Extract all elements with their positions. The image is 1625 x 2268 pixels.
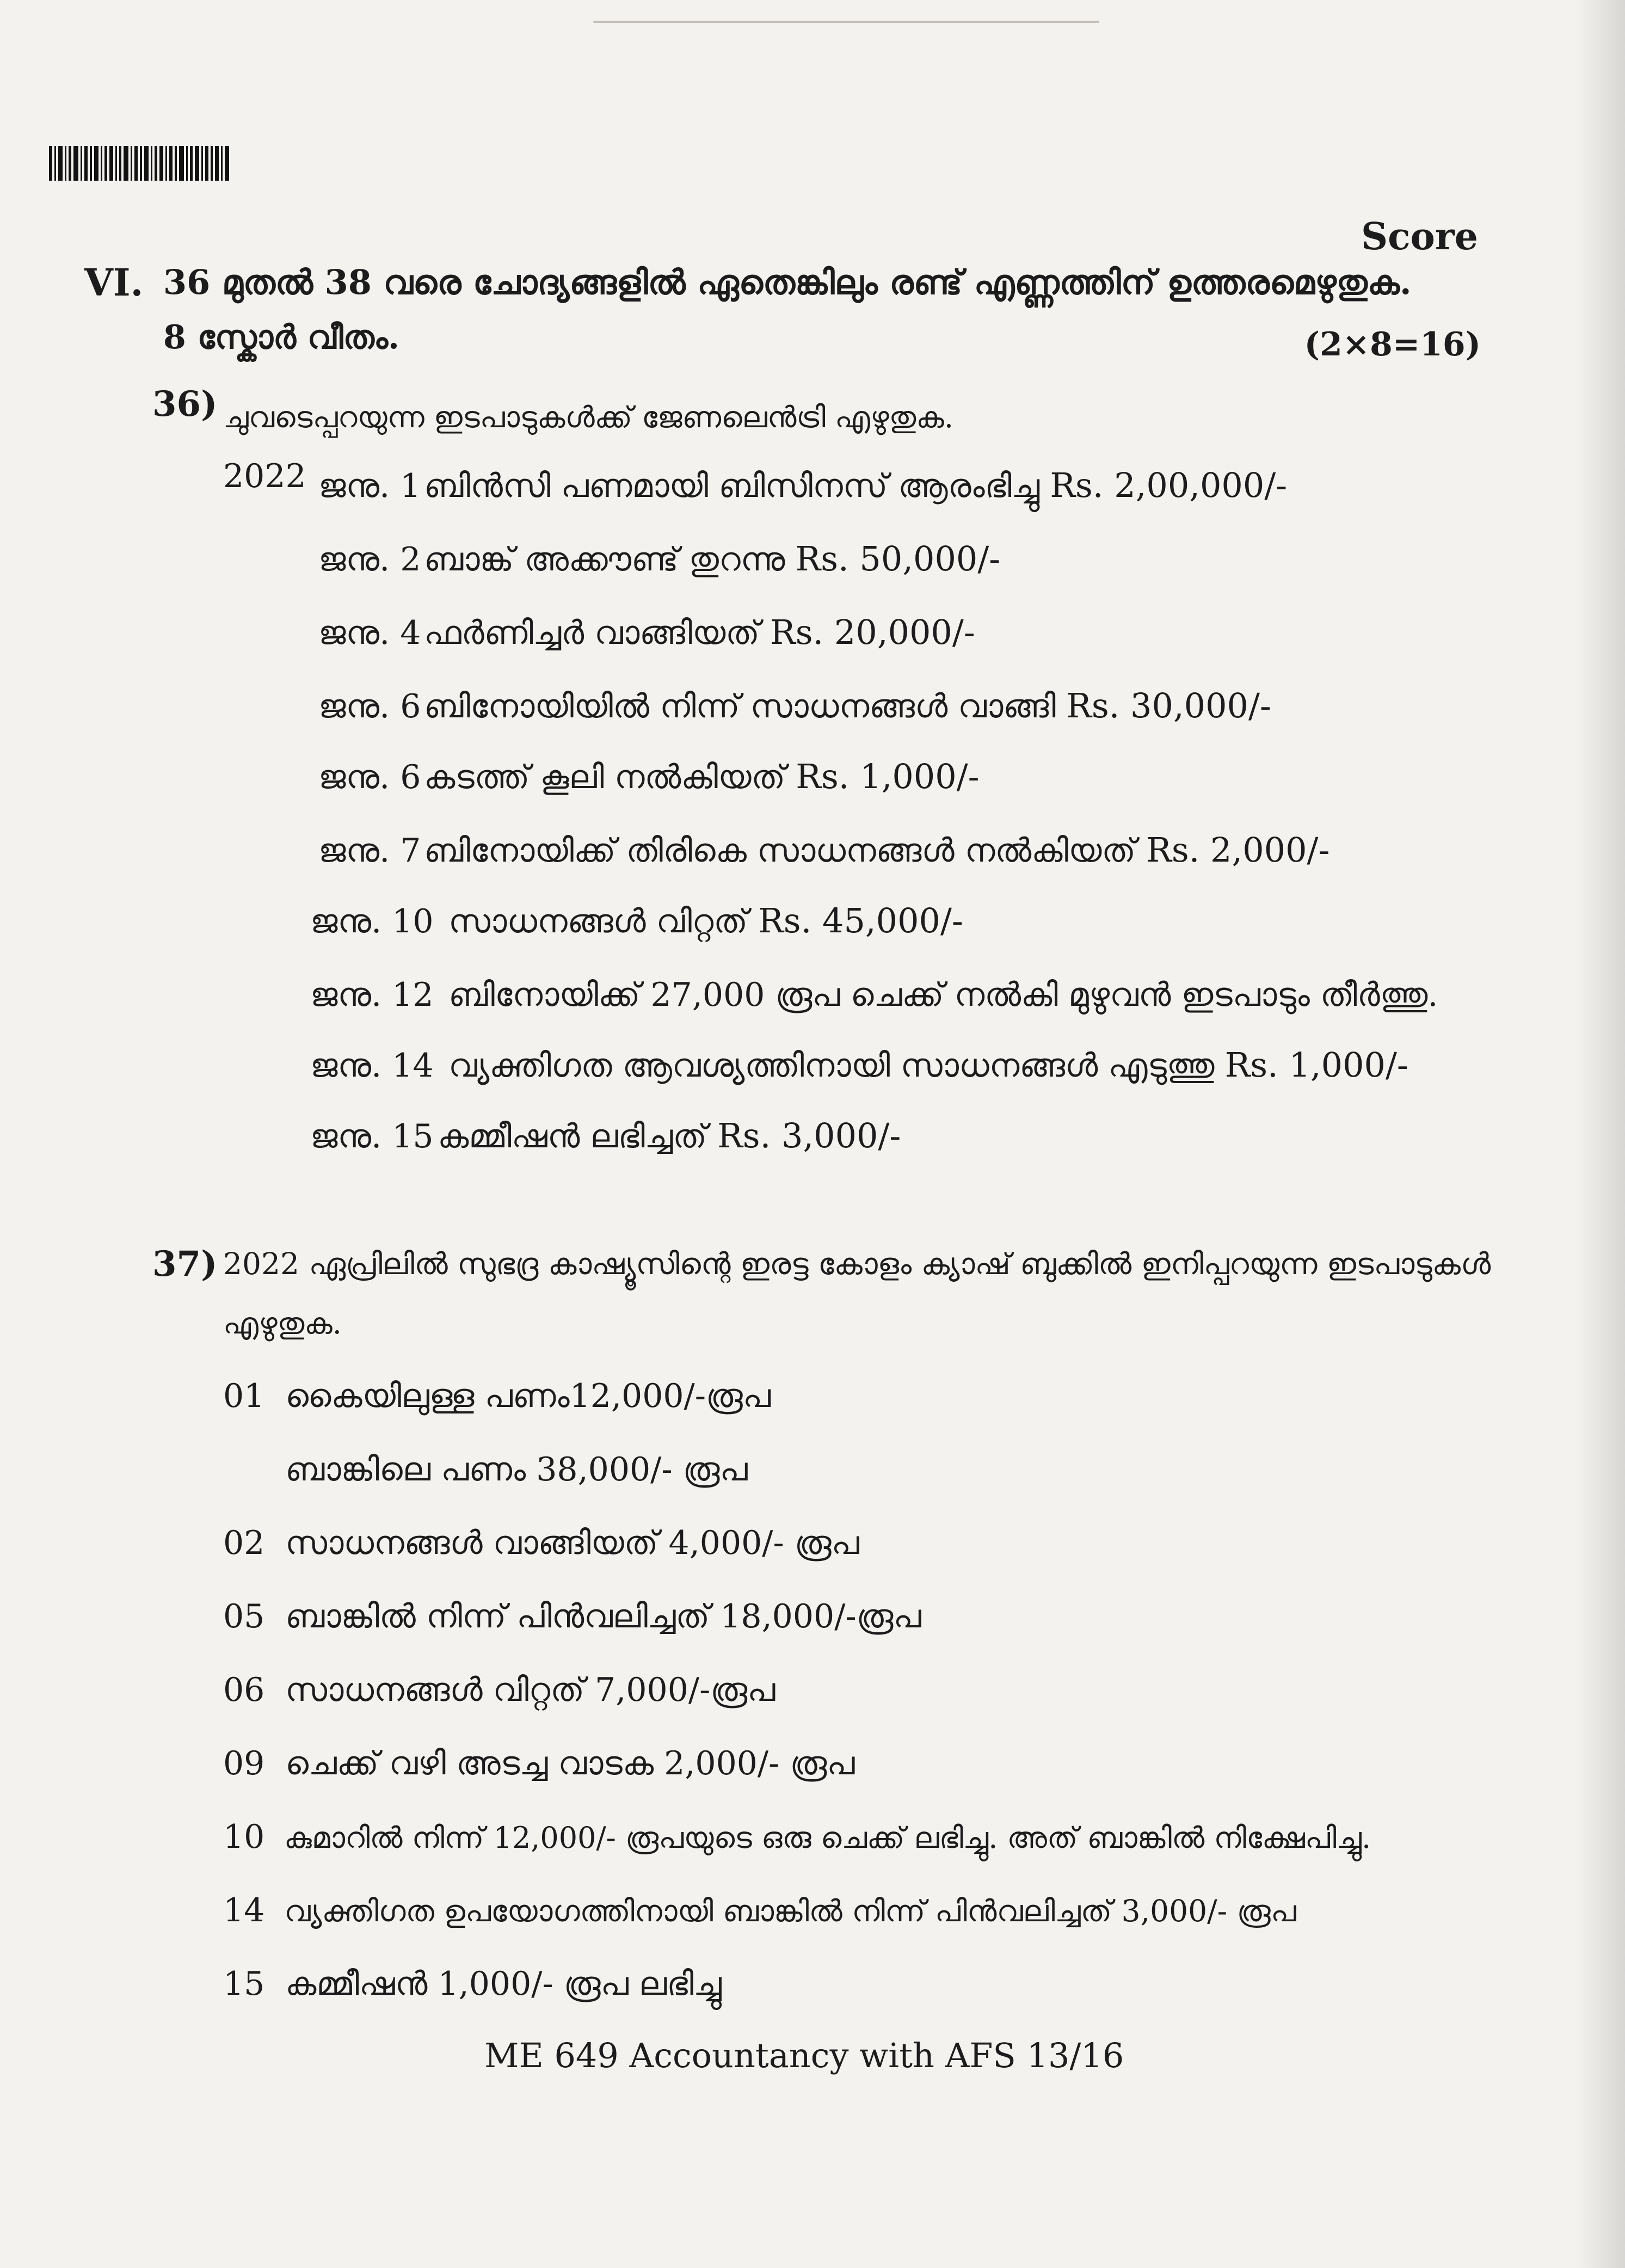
cashbook-text: കുമാറിൽ നിന്ന് 12,000/- രൂപയുടെ ഒരു ചെക്ക് ലഭിച്ചു. അത് ബാങ്കിൽ നിക്ഷേപിച്ചു. <box>284 1821 1371 1855</box>
cashbook-text: ബാങ്കിൽ നിന്ന് പിൻവലിച്ചത് 18,000/-രൂപ <box>285 1597 921 1636</box>
transaction-text: കടത്ത് കൂലി നൽകിയത് <box>424 758 786 796</box>
transaction-amount: Rs. 50,000/- <box>795 539 1001 579</box>
transaction-row <box>318 612 975 652</box>
cashbook-day: 06 <box>223 1671 265 1709</box>
journal-year: 2022 <box>223 457 306 495</box>
section-instruction-marks: 8 സ്കോർ വീതം. <box>163 318 399 357</box>
cashbook-row <box>223 1671 775 1709</box>
cashbook-day: 02 <box>223 1524 265 1562</box>
transaction-amount: Rs. 1,000/- <box>1224 1045 1408 1085</box>
transaction-date: ജനു. 12 <box>310 976 434 1014</box>
transaction-date: ജനു. 1 <box>318 467 421 505</box>
transaction-amount: Rs. 45,000/- <box>758 901 963 941</box>
transaction-text: സാധനങ്ങൾ വിറ്റത് <box>448 902 748 941</box>
transaction-date: ജനു. 14 <box>310 1047 434 1085</box>
cashbook-text: സാധനങ്ങൾ വിറ്റത് 7,000/-രൂപ <box>285 1671 775 1709</box>
transaction-row <box>318 686 1271 726</box>
score-label: Score <box>1361 215 1478 259</box>
transaction-row <box>310 1045 1408 1085</box>
transaction-text: ബിനോയിക്ക് 27,000 രൂപ ചെക്ക് നൽകി മുഴുവൻ ഇടപാടും തീർത്തു. <box>448 976 1438 1014</box>
transaction-text: ബാങ്ക് അക്കൗണ്ട് തുറന്നു <box>424 540 785 579</box>
transaction-amount: Rs. 2,00,000/- <box>1050 465 1288 505</box>
transaction-date: ജനു. 6 <box>318 687 421 726</box>
transaction-amount: Rs. 1,000/- <box>796 757 980 796</box>
question-36-prompt: ചുവടെപ്പറയുന്ന ഇടപാടുകൾക്ക് ജേണലെൻട്രി എഴുതുക. <box>223 400 953 434</box>
transaction-amount: Rs. 2,000/- <box>1146 830 1330 870</box>
transaction-row <box>310 901 963 941</box>
cashbook-day: 01 <box>223 1377 265 1415</box>
top-divider <box>593 21 1099 23</box>
transaction-text: കമ്മീഷൻ ലഭിച്ചത് <box>438 1117 707 1155</box>
cashbook-row <box>223 1965 722 2003</box>
transaction-row <box>310 1116 901 1155</box>
cashbook-row <box>223 1744 855 1783</box>
page-edge-shadow <box>1576 0 1625 2268</box>
cashbook-day: 14 <box>223 1891 265 1929</box>
transaction-text: വ്യക്തിഗത ആവശ്യത്തിനായി സാധനങ്ങൾ എടുത്തു <box>448 1047 1215 1085</box>
transaction-date: ജനു. 15 <box>310 1117 434 1155</box>
transaction-text: ബിൻസി പണമായി ബിസിനസ് ആരംഭിച്ചു <box>424 467 1040 505</box>
cashbook-text: കൈയിലുള്ള പണം12,000/-രൂപ <box>285 1377 771 1415</box>
cashbook-text: കമ്മീഷൻ 1,000/- രൂപ ലഭിച്ചു <box>285 1965 722 2003</box>
barcode <box>49 146 261 181</box>
cashbook-day: 10 <box>223 1818 265 1856</box>
transaction-row <box>318 539 1000 579</box>
transaction-date: ജനു. 2 <box>318 540 421 579</box>
question-37-prompt-cont: എഴുതുക. <box>223 1306 342 1341</box>
cashbook-row <box>223 1818 1371 1856</box>
transaction-row <box>310 974 1438 1014</box>
cashbook-row <box>223 1524 859 1562</box>
marks-allocation: (2×8=16) <box>1304 325 1481 364</box>
question-37-number: 37) <box>152 1244 218 1284</box>
section-number: VI. <box>84 261 144 305</box>
cashbook-row <box>223 1377 771 1415</box>
section-instruction: 36 മുതൽ 38 വരെ ചോദ്യങ്ങളിൽ ഏതെങ്കിലും രണ്ട് എണ്ണത്തിന് ഉത്തരമെഴുതുക. <box>163 262 1412 302</box>
question-37-prompt: 2022 ഏപ്രിലിൽ സുഭദ്ര കാഷ്യൂസിന്റെ ഇരട്ട കോളം ക്യാഷ് ബുക്കിൽ ഇനിപ്പറയുന്ന ഇടപാടുകൾ <box>223 1246 1491 1281</box>
transaction-text: ബിനോയിയിൽ നിന്ന് സാധനങ്ങൾ വാങ്ങി <box>424 687 1056 726</box>
transaction-date: ജനു. 6 <box>318 758 421 796</box>
transaction-text: ഫർണിച്ചർ വാങ്ങിയത് <box>424 614 760 652</box>
transaction-amount: Rs. 30,000/- <box>1066 686 1271 726</box>
page-footer: ME 649 Accountancy with AFS 13/16 <box>484 2036 1124 2075</box>
transaction-amount: Rs. 20,000/- <box>770 612 975 652</box>
cashbook-day: 05 <box>223 1597 265 1636</box>
cashbook-text: സാധനങ്ങൾ വാങ്ങിയത് 4,000/- രൂപ <box>285 1524 859 1562</box>
transaction-row <box>318 465 1287 505</box>
cashbook-row <box>223 1891 1296 1929</box>
cashbook-day: 15 <box>223 1965 265 2003</box>
transaction-date: ജനു. 4 <box>318 614 421 652</box>
question-36-number: 36) <box>152 384 218 425</box>
cashbook-row <box>223 1597 921 1636</box>
cashbook-text: ചെക്ക് വഴി അടച്ച വാടക 2,000/- രൂപ <box>285 1744 855 1783</box>
cashbook-text: വ്യക്തിഗത ഉപയോഗത്തിനായി ബാങ്കിൽ നിന്ന് പിൻവലിച്ചത് 3,000/- രൂപ <box>284 1894 1296 1928</box>
cashbook-day: 09 <box>223 1744 265 1783</box>
transaction-date: ജനു. 7 <box>318 832 421 870</box>
transaction-row <box>318 757 980 796</box>
transaction-text: ബിനോയിക്ക് തിരികെ സാധനങ്ങൾ നൽകിയത് <box>424 832 1136 870</box>
cashbook-row <box>223 1450 748 1489</box>
cashbook-text: ബാങ്കിലെ പണം 38,000/- രൂപ <box>285 1450 748 1489</box>
transaction-date: ജനു. 10 <box>310 902 434 941</box>
transaction-amount: Rs. 3,000/- <box>717 1116 901 1155</box>
transaction-row <box>318 830 1329 870</box>
